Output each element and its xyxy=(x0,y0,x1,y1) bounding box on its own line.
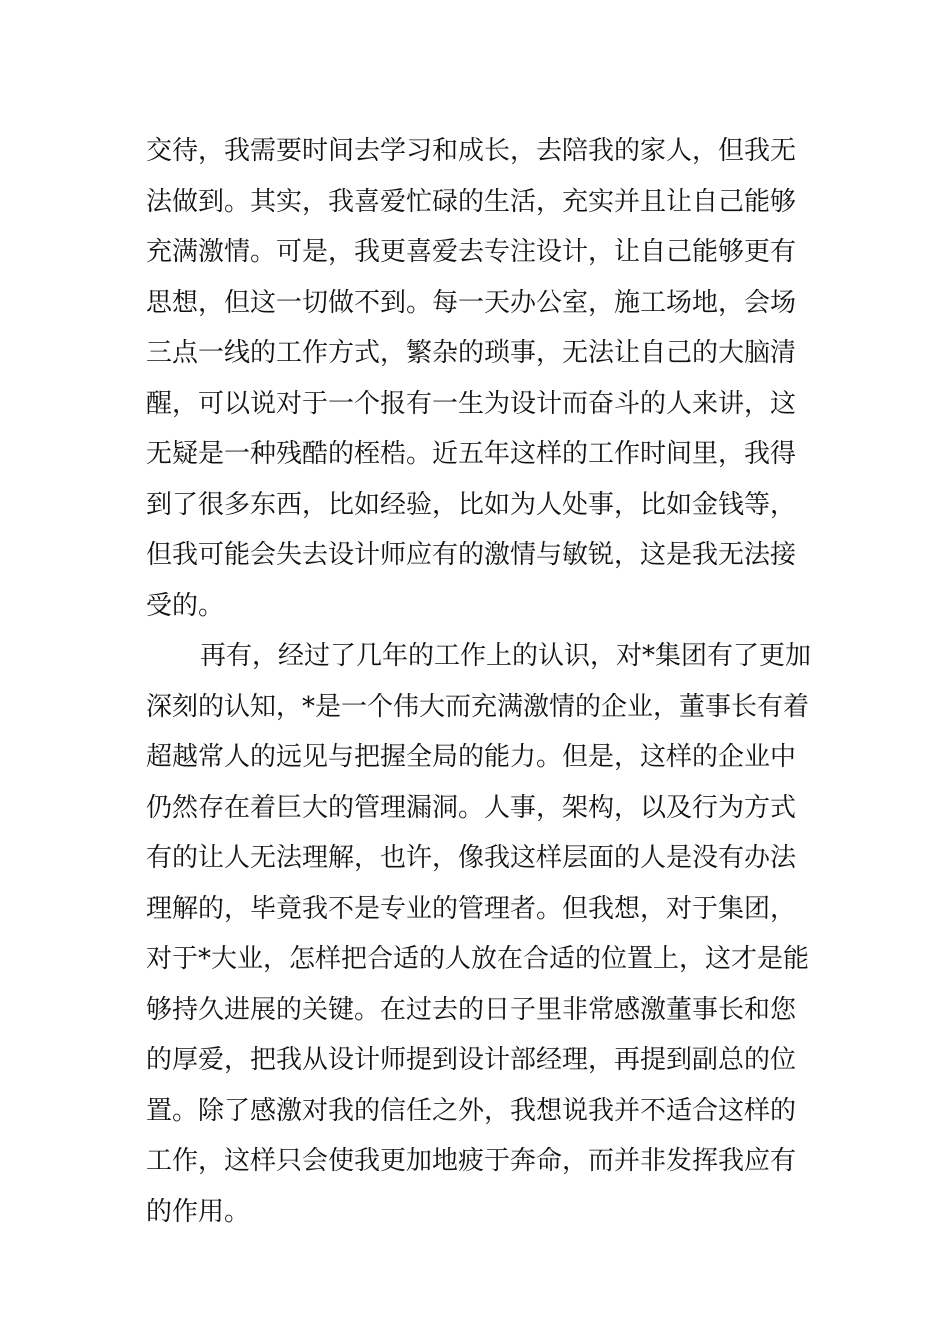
text-line: 思想，但这一切做不到。每一天办公室，施工场地，会场 xyxy=(146,287,797,318)
text-line: 深刻的认知，*是一个伟大而充满激情的企业，董事长有着 xyxy=(146,691,810,722)
text-line: 工作，这样只会使我更加地疲于奔命，而并非发挥我应有 xyxy=(146,1146,797,1176)
text-line: 受的。 xyxy=(146,590,225,621)
text-line: 理解的，毕竟我不是专业的管理者。但我想，对于集团， xyxy=(146,893,797,924)
text-line: 无疑是一种残酷的桎梏。近五年这样的工作时间里，我得 xyxy=(146,439,797,469)
text-line: 的厚爱，把我从设计师提到设计部经理，再提到副总的位 xyxy=(146,1045,797,1075)
paragraph-1 xyxy=(146,126,816,631)
text-line: 置。除了感激对我的信任之外，我想说我并不适合这样的 xyxy=(146,1095,797,1126)
text-line: 的作用。 xyxy=(146,1196,251,1227)
text-line: 但我可能会失去设计师应有的激情与敏锐，这是我无法接 xyxy=(146,540,797,570)
text-line: 够持久进展的关键。在过去的日子里非常感激董事长和您 xyxy=(146,994,797,1025)
text-line: 充满激情。可是，我更喜爱去专注设计，让自己能够更有 xyxy=(146,237,797,267)
text-line: 醒，可以说对于一个报有一生为设计而奋斗的人来讲，这 xyxy=(146,388,797,419)
text-line: 对于*大业，怎样把合适的人放在合适的位置上，这才是能 xyxy=(146,944,810,974)
document-body xyxy=(146,126,816,1237)
text-line: 三点一线的工作方式，繁杂的琐事，无法让自己的大脑清 xyxy=(146,338,797,368)
text-line: 超越常人的远见与把握全局的能力。但是，这样的企业中 xyxy=(146,742,797,772)
paragraph-2 xyxy=(146,631,816,1237)
text-line: 仍然存在着巨大的管理漏洞。人事，架构，以及行为方式 xyxy=(146,792,797,823)
text-line: 交待，我需要时间去学习和成长，去陪我的家人，但我无 xyxy=(146,136,797,166)
text-line: 法做到。其实，我喜爱忙碌的生活，充实并且让自己能够 xyxy=(146,186,797,217)
text-line: 有的让人无法理解，也许，像我这样层面的人是没有办法 xyxy=(146,843,797,873)
text-line: 到了很多东西，比如经验，比如为人处事，比如金钱等， xyxy=(146,489,797,520)
text-line: 再有，经过了几年的工作上的认识，对*集团有了更加 xyxy=(200,641,812,671)
